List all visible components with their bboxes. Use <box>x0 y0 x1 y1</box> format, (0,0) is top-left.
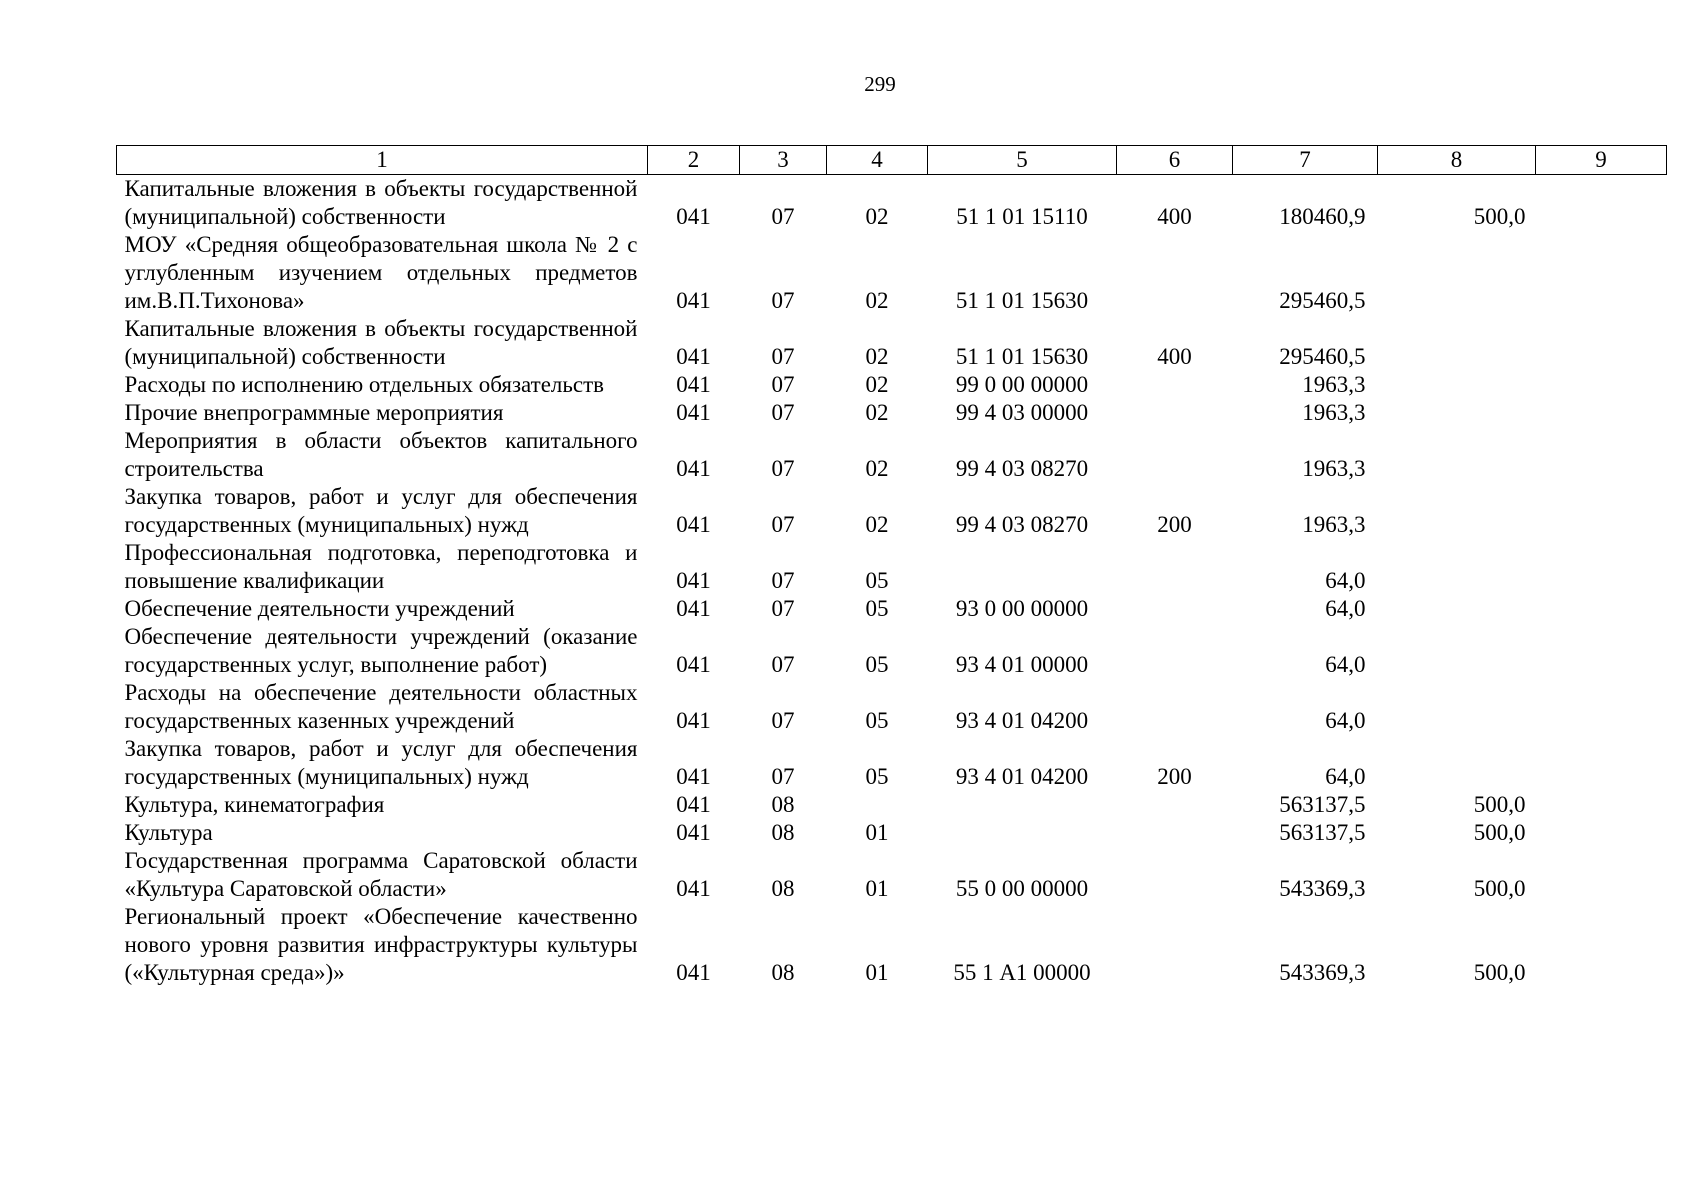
row-code-section: 08 <box>771 820 795 845</box>
row-code-section: 07 <box>771 288 795 313</box>
row-code-target-article: 51 1 01 15110 <box>956 204 1088 229</box>
row-name: Обеспечение деятельности учреждений (оказание государственных услуг, выполнение работ) <box>124 624 638 677</box>
row-code-target-article: 99 4 03 08270 <box>955 456 1089 481</box>
row-amount-federal <box>1378 371 1536 399</box>
row-amount-federal <box>1378 539 1536 595</box>
row-amount-federal: 500,0 <box>1473 792 1526 817</box>
row-code-subsection: 02 <box>865 512 889 537</box>
row-code-section: 07 <box>771 596 795 621</box>
row-code-section: 07 <box>771 652 795 677</box>
row-code-section: 07 <box>771 204 795 229</box>
row-code-expense-type: 400 <box>1157 344 1192 369</box>
row-code-ministry: 041 <box>676 456 711 481</box>
row-amount-total: 543369,3 <box>1279 960 1366 985</box>
row-code-subsection: 05 <box>865 708 889 733</box>
row-code-target-article <box>928 819 1117 847</box>
column-header-9: 9 <box>1536 146 1667 175</box>
row-code-target-article: 55 0 00 00000 <box>955 876 1089 901</box>
row-amount-federal <box>1378 399 1536 427</box>
row-code-ministry: 041 <box>676 820 711 845</box>
row-code-subsection: 02 <box>865 344 889 369</box>
row-amount-col9 <box>1536 679 1667 735</box>
row-code-section: 07 <box>771 512 795 537</box>
column-header-6: 6 <box>1117 146 1233 175</box>
row-amount-col9 <box>1536 595 1667 623</box>
row-amount-federal: 500,0 <box>1473 876 1526 901</box>
row-name: Мероприятия в области объектов капитального строительства <box>124 428 638 481</box>
row-code-ministry: 041 <box>676 288 711 313</box>
row-code-subsection: 02 <box>865 372 889 397</box>
row-code-subsection: 02 <box>865 400 889 425</box>
row-amount-col9 <box>1536 231 1667 315</box>
row-code-expense-type <box>1117 903 1233 987</box>
table-row <box>117 483 1667 539</box>
row-code-section: 08 <box>771 792 795 817</box>
table-row <box>117 819 1667 847</box>
row-amount-total: 64,0 <box>1325 596 1366 621</box>
row-code-subsection: 05 <box>865 764 889 789</box>
row-code-subsection: 02 <box>865 456 889 481</box>
row-code-target-article: 99 4 03 00000 <box>955 400 1089 425</box>
row-amount-col9 <box>1536 315 1667 371</box>
row-amount-col9 <box>1536 483 1667 539</box>
table-row <box>117 231 1667 315</box>
row-name: Культура, кинематография <box>124 792 385 817</box>
row-amount-col9 <box>1536 175 1667 232</box>
table-row <box>117 595 1667 623</box>
row-code-section: 08 <box>771 876 795 901</box>
row-amount-federal <box>1378 231 1536 315</box>
row-code-subsection: 01 <box>865 960 889 985</box>
row-name: Капитальные вложения в объекты государственной (муниципальной) собственности <box>124 176 638 229</box>
row-amount-col9 <box>1536 623 1667 679</box>
row-amount-col9 <box>1536 427 1667 483</box>
row-code-target-article: 51 1 01 15630 <box>955 344 1089 369</box>
row-code-ministry: 041 <box>676 708 711 733</box>
row-amount-col9 <box>1536 399 1667 427</box>
row-amount-federal <box>1378 483 1536 539</box>
row-code-subsection: 05 <box>865 596 889 621</box>
table-row <box>117 371 1667 399</box>
row-code-ministry: 041 <box>676 204 711 229</box>
column-header-8: 8 <box>1378 146 1536 175</box>
row-code-ministry: 041 <box>676 960 711 985</box>
row-name: Обеспечение деятельности учреждений <box>124 596 515 621</box>
row-code-expense-type <box>1117 371 1233 399</box>
row-amount-federal <box>1378 595 1536 623</box>
row-amount-federal <box>1378 315 1536 371</box>
row-code-target-article: 99 0 00 00000 <box>955 372 1089 397</box>
row-name: Расходы по исполнению отдельных обязательств <box>124 372 604 397</box>
table-row <box>117 847 1667 903</box>
table-row <box>117 175 1667 232</box>
row-code-ministry: 041 <box>676 652 711 677</box>
row-code-expense-type <box>1117 231 1233 315</box>
row-code-expense-type <box>1117 539 1233 595</box>
column-header-7: 7 <box>1233 146 1378 175</box>
table-row <box>117 679 1667 735</box>
row-code-expense-type: 400 <box>1157 204 1192 229</box>
row-amount-total: 1963,3 <box>1302 512 1366 537</box>
row-name: Расходы на обеспечение деятельности областных государственных казенных учреждений <box>124 680 638 733</box>
row-code-target-article <box>928 539 1117 595</box>
row-amount-total: 563137,5 <box>1279 820 1366 845</box>
row-code-ministry: 041 <box>676 876 711 901</box>
row-code-subsection: 02 <box>865 288 889 313</box>
row-code-ministry: 041 <box>676 512 711 537</box>
table-row <box>117 315 1667 371</box>
row-amount-total: 180460,9 <box>1279 204 1366 229</box>
column-header-4: 4 <box>827 146 928 175</box>
row-code-expense-type <box>1117 399 1233 427</box>
row-amount-federal <box>1378 623 1536 679</box>
row-code-section: 07 <box>771 372 795 397</box>
row-code-expense-type <box>1117 819 1233 847</box>
row-name: Прочие внепрограммные мероприятия <box>124 400 504 425</box>
column-header-3: 3 <box>740 146 827 175</box>
table-row <box>117 399 1667 427</box>
row-code-section: 07 <box>771 400 795 425</box>
row-code-expense-type <box>1117 623 1233 679</box>
row-code-subsection: 01 <box>865 820 889 845</box>
budget-table <box>116 145 1667 987</box>
column-header-1: 1 <box>117 146 648 175</box>
row-name: Закупка товаров, работ и услуг для обеспечения государственных (муниципальных) нужд <box>124 484 638 537</box>
column-header-2: 2 <box>648 146 740 175</box>
row-amount-total: 295460,5 <box>1279 288 1366 313</box>
row-amount-federal <box>1378 679 1536 735</box>
page-number: 299 <box>864 72 896 96</box>
row-code-expense-type <box>1117 427 1233 483</box>
row-code-ministry: 041 <box>676 372 711 397</box>
table-body <box>117 175 1667 988</box>
table-row <box>117 427 1667 483</box>
row-code-expense-type <box>1117 595 1233 623</box>
row-amount-total: 64,0 <box>1325 764 1366 789</box>
row-amount-col9 <box>1536 735 1667 791</box>
row-code-expense-type: 200 <box>1157 764 1192 789</box>
row-code-expense-type <box>1117 679 1233 735</box>
row-code-ministry: 041 <box>676 596 711 621</box>
row-code-subsection: 05 <box>865 652 889 677</box>
row-code-target-article: 93 4 01 04200 <box>955 708 1089 733</box>
row-code-expense-type <box>1117 791 1233 819</box>
row-code-section: 07 <box>771 456 795 481</box>
row-name: Закупка товаров, работ и услуг для обеспечения государственных (муниципальных) нужд <box>124 736 638 789</box>
header-row <box>117 146 1667 175</box>
row-code-section: 07 <box>771 708 795 733</box>
row-name: Культура <box>124 820 213 845</box>
column-header-5: 5 <box>928 146 1117 175</box>
table-row <box>117 539 1667 595</box>
row-amount-federal: 500,0 <box>1473 820 1526 845</box>
row-name: МОУ «Средняя общеобразовательная школа № 2 с углубленным изучением отдельных предметов им.В.П.Тихонова» <box>124 232 638 313</box>
table-row <box>117 735 1667 791</box>
row-code-target-article: 55 1 А1 00000 <box>953 960 1091 985</box>
row-amount-total: 1963,3 <box>1302 372 1366 397</box>
row-amount-federal: 500,0 <box>1473 204 1526 229</box>
row-amount-col9 <box>1536 371 1667 399</box>
row-amount-col9 <box>1536 791 1667 819</box>
table-row <box>117 623 1667 679</box>
row-name: Капитальные вложения в объекты государственной (муниципальной) собственности <box>124 316 638 369</box>
row-code-ministry: 041 <box>676 400 711 425</box>
table-row <box>117 791 1667 819</box>
row-amount-total: 295460,5 <box>1279 344 1366 369</box>
row-code-subsection <box>827 791 928 819</box>
row-amount-total: 543369,3 <box>1279 876 1366 901</box>
row-code-expense-type: 200 <box>1157 512 1192 537</box>
row-code-section: 07 <box>771 568 795 593</box>
table-header <box>117 146 1667 175</box>
row-amount-federal: 500,0 <box>1473 960 1526 985</box>
row-code-subsection: 01 <box>865 876 889 901</box>
row-code-ministry: 041 <box>676 792 711 817</box>
row-code-section: 08 <box>771 960 795 985</box>
row-code-ministry: 041 <box>676 344 711 369</box>
row-code-expense-type <box>1117 847 1233 903</box>
row-name: Государственная программа Саратовской области «Культура Саратовской области» <box>124 848 638 901</box>
table-row <box>117 903 1667 987</box>
row-code-target-article: 93 0 00 00000 <box>955 596 1089 621</box>
row-amount-col9 <box>1536 847 1667 903</box>
row-name: Профессиональная подготовка, переподготовка и повышение квалификации <box>124 540 638 593</box>
row-code-target-article: 99 4 03 08270 <box>955 512 1089 537</box>
row-amount-federal <box>1378 427 1536 483</box>
row-code-ministry: 041 <box>676 568 711 593</box>
row-amount-col9 <box>1536 903 1667 987</box>
row-code-section: 07 <box>771 344 795 369</box>
row-code-target-article: 93 4 01 00000 <box>955 652 1089 677</box>
row-code-ministry: 041 <box>676 764 711 789</box>
row-amount-federal <box>1378 735 1536 791</box>
row-amount-total: 1963,3 <box>1302 456 1366 481</box>
row-code-target-article: 93 4 01 04200 <box>955 764 1089 789</box>
row-amount-total: 563137,5 <box>1279 792 1366 817</box>
row-amount-total: 64,0 <box>1325 708 1366 733</box>
row-amount-total: 1963,3 <box>1302 400 1366 425</box>
row-amount-total: 64,0 <box>1325 568 1366 593</box>
row-code-target-article: 51 1 01 15630 <box>955 288 1089 313</box>
row-code-target-article <box>928 791 1117 819</box>
row-code-section: 07 <box>771 764 795 789</box>
row-amount-col9 <box>1536 819 1667 847</box>
row-name: Региональный проект «Обеспечение качественно нового уровня развития инфраструктуры культуры («Культурная среда»)» <box>124 904 638 985</box>
row-code-subsection: 02 <box>865 204 889 229</box>
row-amount-total: 64,0 <box>1325 652 1366 677</box>
row-amount-col9 <box>1536 539 1667 595</box>
row-code-subsection: 05 <box>865 568 889 593</box>
